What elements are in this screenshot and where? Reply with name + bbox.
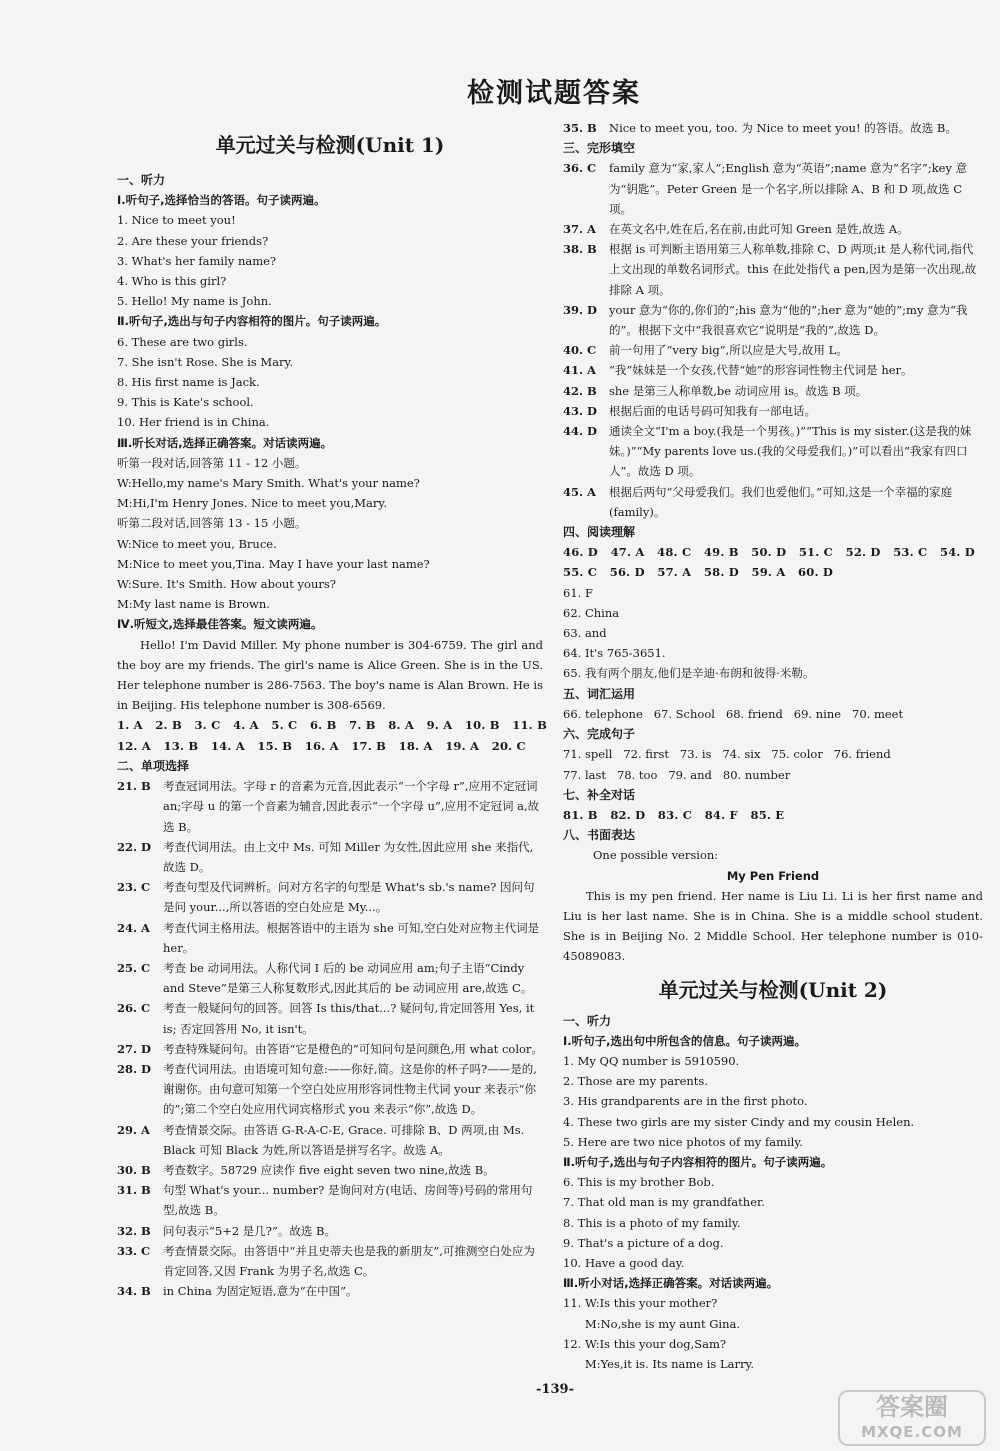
text-line: 1. Nice to meet you! bbox=[117, 213, 236, 228]
answer-item bbox=[117, 998, 543, 1038]
answer-number: 25. C bbox=[117, 960, 151, 975]
answer-explanation: 考查情景交际。由答语 G-R-A-C-E, Grace. 可排除 B、D 两项,由 Ms. Black 可知 Black 为姓,所以答语是拼写名字。故选 A。 bbox=[163, 1122, 525, 1157]
section-heading: 五、词汇运用 bbox=[563, 686, 636, 701]
answer-explanation: 考查代词用法。由语境可知句意:——你好,简。这是你的杯子吗?——是的,谢谢你。由句意可知第一个空白处应用形容词性物主代词 your 来表示“你的”;第二个空白处应用代词宾格形式 you 来表示“你”,故选 D。 bbox=[163, 1061, 537, 1117]
essay-title: My Pen Friend bbox=[726, 868, 820, 883]
answer-item bbox=[117, 877, 543, 917]
answer-number: 27. D bbox=[117, 1041, 151, 1056]
text-line: 63. and bbox=[563, 626, 607, 641]
right-content-unit2 bbox=[563, 1011, 983, 1375]
unit-title-2: 单元过关与检测(Unit 2) bbox=[658, 977, 888, 1002]
answer-item bbox=[563, 118, 983, 138]
answer-number: 24. A bbox=[117, 920, 150, 935]
answer-number: 33. C bbox=[117, 1243, 151, 1258]
answer-explanation: 考查一般疑问句的回答。回答 Is this/that...? 疑问句,肯定回答用 Yes, it is; 否定回答用 No, it isn't。 bbox=[163, 1001, 535, 1036]
answer-explanation: 考查代词用法。由上文中 Ms. 可知 Miller 为女性,因此应用 she 来指代,故选 D。 bbox=[163, 839, 534, 874]
answer-number: 26. C bbox=[117, 1001, 151, 1016]
left-column bbox=[117, 118, 548, 1301]
text-line: 2. Are these your friends? bbox=[117, 233, 269, 248]
text-line: 10. Her friend is in China. bbox=[117, 415, 270, 430]
text-line: 6. These are two girls. bbox=[117, 334, 248, 349]
answer-item bbox=[117, 1180, 543, 1220]
text-line: 9. That's a picture of a dog. bbox=[563, 1235, 724, 1250]
answer-number: 36. C bbox=[563, 161, 597, 176]
answer-explanation: 考查代词主格用法。根据答语中的主语为 she 可知,空白处对应物主代词是 her。 bbox=[163, 920, 540, 955]
text-line: 7. That old man is my grandfather. bbox=[563, 1195, 765, 1210]
section-heading: 六、完成句子 bbox=[563, 727, 636, 742]
answer-item bbox=[563, 421, 983, 482]
text-line: 9. This is Kate's school. bbox=[117, 395, 254, 410]
answer-number: 37. A bbox=[563, 222, 596, 237]
text-line: 听第二段对话,回答第 13 - 15 小题。 bbox=[117, 516, 307, 531]
watermark-logo bbox=[838, 1390, 986, 1446]
subsection-heading: Ⅲ.听长对话,选择正确答案。对话读两遍。 bbox=[117, 435, 333, 450]
page-number: -139- bbox=[536, 1382, 574, 1397]
answer-item bbox=[117, 776, 543, 837]
section-heading: 三、完形填空 bbox=[563, 141, 636, 156]
answer-number: 45. A bbox=[563, 484, 596, 499]
watermark-text: 答案圈 bbox=[876, 1393, 948, 1421]
answer-key-row: 1. A 2. B 3. C 4. A 5. C 6. B 7. B 8. A 9. A 10. B 11. B bbox=[117, 718, 548, 733]
text-line: 3. What's her family name? bbox=[117, 253, 277, 268]
answer-explanation: 问句表示“5+2 是几?”。故选 B。 bbox=[163, 1223, 336, 1238]
answer-item bbox=[117, 1160, 543, 1180]
text-line: 10. Have a good day. bbox=[563, 1255, 685, 1270]
answer-item bbox=[117, 837, 543, 877]
text-line: 听第一段对话,回答第 11 - 12 小题。 bbox=[117, 455, 307, 470]
answer-number: 43. D bbox=[563, 403, 597, 418]
section-heading: 四、阅读理解 bbox=[563, 525, 636, 540]
answer-item bbox=[117, 1059, 543, 1120]
answer-explanation: 句型 What's your... number? 是询问对方(电话、房间等)号码的常用句型,故选 B。 bbox=[163, 1183, 533, 1218]
answer-explanation: 在英文名中,姓在后,名在前,由此可知 Green 是姓,故选 A。 bbox=[609, 222, 909, 237]
left-content bbox=[117, 170, 548, 1301]
right-column bbox=[563, 118, 983, 1374]
text-line: 11. W:Is this your mother? bbox=[563, 1296, 718, 1311]
answer-item bbox=[563, 381, 983, 401]
text-line: M:My last name is Brown. bbox=[117, 597, 270, 612]
text-line: M:No,she is my aunt Gina. bbox=[563, 1316, 741, 1331]
answer-number: 22. D bbox=[117, 839, 151, 854]
answer-number: 40. C bbox=[563, 343, 597, 358]
text-line: 5. Hello! My name is John. bbox=[117, 294, 272, 309]
text-line: 8. His first name is Jack. bbox=[117, 375, 260, 390]
answer-item bbox=[117, 1241, 543, 1281]
answer-number: 34. B bbox=[117, 1284, 151, 1299]
text-line: W:Sure. It's Smith. How about yours? bbox=[117, 577, 336, 592]
answer-explanation: Nice to meet you, too. 为 Nice to meet you! 的答语。故选 B。 bbox=[609, 121, 957, 135]
answer-key-row: 12. A 13. B 14. A 15. B 16. A 17. B 18. A 19. A 20. C bbox=[117, 738, 526, 753]
text-line: 2. Those are my parents. bbox=[563, 1074, 708, 1089]
text-line: 62. China bbox=[563, 605, 620, 620]
answer-key-row: 55. C 56. D 57. A 58. D 59. A 60. D bbox=[563, 565, 834, 580]
answer-explanation: your 意为“你的,你们的”;his 意为“他的”;her 意为“她的”;my 意为“我的”。根据下文中“我很喜欢它”说明是“我的”,故选 D。 bbox=[609, 302, 968, 338]
answer-explanation: 考查冠词用法。字母 r 的音素为元音,因此表示“一个字母 r”,应用不定冠词 an;字母 u 的第一个音素为辅音,因此表示“一个字母 u”,应用不定冠词 a,故选 B。 bbox=[163, 779, 540, 834]
answer-item bbox=[563, 300, 983, 340]
paragraph: This is my pen friend. Her name is Liu Li. Li is her first name and Liu is her last name. She is in China. She is a middle school student. She is in Beijing No. 2 Middle School. Her telephone number is 010-45089083. bbox=[563, 888, 983, 964]
section-heading: 二、单项选择 bbox=[117, 758, 190, 773]
text-line: 8. This is a photo of my family. bbox=[563, 1215, 741, 1230]
answer-item bbox=[117, 1221, 543, 1241]
text-line: 65. 我有两个朋友,他们是辛迪·布朗和彼得·米勒。 bbox=[563, 666, 815, 681]
subsection-heading: Ⅱ.听句子,选出与句子内容相符的图片。句子读两遍。 bbox=[117, 314, 387, 329]
text-line: One possible version: bbox=[593, 848, 719, 863]
answer-explanation: 前一句用了“very big”,所以应是大号,故用 L。 bbox=[609, 343, 848, 358]
text-line: M:Hi,I'm Henry Jones. Nice to meet you,Mary. bbox=[117, 496, 387, 511]
subsection-heading: Ⅰ.听句子,选择恰当的答语。句子读两遍。 bbox=[117, 193, 326, 208]
answer-item bbox=[117, 958, 543, 998]
text-line: 66. telephone 67. School 68. friend 69. nine 70. meet bbox=[563, 706, 904, 721]
answer-item bbox=[563, 401, 983, 421]
text-line: 61. F bbox=[563, 585, 593, 600]
answer-number: 32. B bbox=[117, 1223, 151, 1238]
text-line: 7. She isn't Rose. She is Mary. bbox=[117, 354, 294, 369]
answer-number: 21. B bbox=[117, 779, 151, 794]
text-line: M:Yes,it is. Its name is Larry. bbox=[563, 1356, 755, 1371]
answer-number: 35. B bbox=[563, 121, 597, 135]
page-title: 检测试题答案 bbox=[467, 78, 641, 109]
answer-key-row: 81. B 82. D 83. C 84. F 85. E bbox=[563, 807, 785, 822]
subsection-heading: Ⅳ.听短文,选择最佳答案。短文读两遍。 bbox=[117, 617, 323, 632]
answer-item bbox=[563, 219, 983, 239]
answer-number: 42. B bbox=[563, 383, 597, 398]
answer-item bbox=[117, 1281, 543, 1301]
answer-number: 44. D bbox=[563, 424, 597, 439]
text-line: 12. W:Is this your dog,Sam? bbox=[563, 1336, 727, 1351]
subsection-heading: Ⅰ.听句子,选出句中所包含的信息。句子读两遍。 bbox=[563, 1033, 807, 1048]
text-line: 77. last 78. too 79. and 80. number bbox=[563, 767, 791, 782]
subsection-heading: Ⅱ.听句子,选出与句子内容相符的图片。句子读两遍。 bbox=[563, 1154, 833, 1169]
text-line: 4. These two girls are my sister Cindy and my cousin Helen. bbox=[563, 1114, 915, 1129]
text-line: 71. spell 72. first 73. is 74. six 75. color 76. friend bbox=[563, 747, 891, 762]
unit-title-1: 单元过关与检测(Unit 1) bbox=[215, 133, 445, 157]
answer-number: 39. D bbox=[563, 302, 597, 317]
answer-explanation: family 意为“家,家人”;English 意为“英语”;name 意为“名字”;key 意为“钥匙”。Peter Green 是一个名字,所以排除 A、B 和 D 项,故选 C 项。 bbox=[609, 161, 968, 216]
answer-explanation: in China 为固定短语,意为“在中国”。 bbox=[163, 1284, 358, 1299]
answer-number: 28. D bbox=[117, 1061, 151, 1076]
watermark-domain: MXQE.COM bbox=[861, 1423, 963, 1441]
paragraph: Hello! I'm David Miller. My phone number is 304-6759. The girl and the boy are my friends. The girl's name is Alice Green. She is in the US. Her telephone number is 286-7563. The boy's name is Alan Brown. He is in Beijing. His telephone number is 308-6569. bbox=[117, 637, 543, 713]
section-heading: 八、书面表达 bbox=[563, 828, 636, 843]
text-line: 6. This is my brother Bob. bbox=[563, 1175, 715, 1190]
answer-number: 23. C bbox=[117, 880, 151, 895]
text-line: 5. Here are two nice photos of my family. bbox=[563, 1134, 803, 1149]
answer-explanation: “我”妹妹是一个女孩,代替“她”的形容词性物主代词是 her。 bbox=[609, 363, 913, 378]
section-heading: 一、听力 bbox=[563, 1013, 612, 1028]
answer-explanation: 根据 is 可判断主语用第三人称单数,排除 C、D 两项;it 是人称代词,指代上文出现的单数名词形式。this 在此处指代 a pen,因为是第一次出现,故排除 A 项。 bbox=[609, 242, 977, 297]
answer-number: 38. B bbox=[563, 242, 597, 257]
subsection-heading: Ⅲ.听小对话,选择正确答案。对话读两遍。 bbox=[563, 1276, 779, 1291]
answer-number: 31. B bbox=[117, 1183, 151, 1198]
text-line: 1. My QQ number is 5910590. bbox=[563, 1053, 740, 1068]
answer-item bbox=[117, 1120, 543, 1160]
answer-explanation: 考查数字。58729 应读作 five eight seven two nine,故选 B。 bbox=[163, 1162, 495, 1177]
text-line: 64. It's 765-3651. bbox=[563, 646, 666, 661]
answer-explanation: 考查 be 动词用法。人称代词 I 后的 be 动词应用 am;句子主语“Cindy and Steve”是第三人称复数形式,因此其后的 be 动词应用 are,故选 C。 bbox=[163, 960, 533, 996]
answer-item bbox=[563, 360, 983, 380]
answer-explanation: 考查特殊疑问句。由答语“它是橙色的”可知问句是问颜色,用 what color。 bbox=[163, 1041, 543, 1056]
answer-explanation: 根据后两句“父母爱我们。我们也爱他们。”可知,这是一个幸福的家庭(family)。 bbox=[609, 484, 953, 519]
answer-explanation: she 是第三人称单数,be 动词应用 is。故选 B 项。 bbox=[609, 383, 868, 398]
section-heading: 七、补全对话 bbox=[563, 787, 636, 802]
answer-item bbox=[563, 482, 983, 522]
answer-item bbox=[563, 239, 983, 300]
answer-item bbox=[117, 918, 543, 958]
answer-explanation: 根据后面的电话号码可知我有一部电话。 bbox=[609, 403, 816, 418]
text-line: 3. His grandparents are in the first photo. bbox=[563, 1094, 808, 1109]
answer-item bbox=[563, 158, 983, 219]
section-heading: 一、听力 bbox=[117, 173, 166, 187]
text-line: M:Nice to meet you,Tina. May I have your last name? bbox=[117, 556, 430, 571]
answer-explanation: 考查句型及代词辨析。问对方名字的句型是 What's sb.'s name? 因问句是问 your...,所以答语的空白处应是 My...。 bbox=[163, 880, 535, 915]
text-line: W:Hello,my name's Mary Smith. What's your name? bbox=[117, 476, 420, 491]
answer-number: 41. A bbox=[563, 363, 596, 378]
answer-number: 30. B bbox=[117, 1162, 151, 1177]
answer-number: 29. A bbox=[117, 1122, 150, 1137]
text-line: 4. Who is this girl? bbox=[117, 274, 227, 289]
answer-explanation: 考查情景交际。由答语中“并且史蒂夫也是我的新朋友”,可推测空白处应为肯定回答,又因 Frank 为男子名,故选 C。 bbox=[163, 1243, 535, 1278]
text-line: W:Nice to meet you, Bruce. bbox=[117, 536, 277, 551]
answer-item bbox=[117, 1039, 543, 1059]
right-content bbox=[563, 118, 983, 967]
answer-item bbox=[563, 340, 983, 360]
answer-explanation: 通读全文“I'm a boy.(我是一个男孩。)”“This is my sister.(这是我的妹妹。)”“My parents love us.(我的父母爱我们。)”可以看出“我家有四口人”。故选 D 项。 bbox=[609, 424, 972, 479]
answer-key-row: 46. D 47. A 48. C 49. B 50. D 51. C 52. D 53. C 54. D bbox=[563, 545, 975, 560]
